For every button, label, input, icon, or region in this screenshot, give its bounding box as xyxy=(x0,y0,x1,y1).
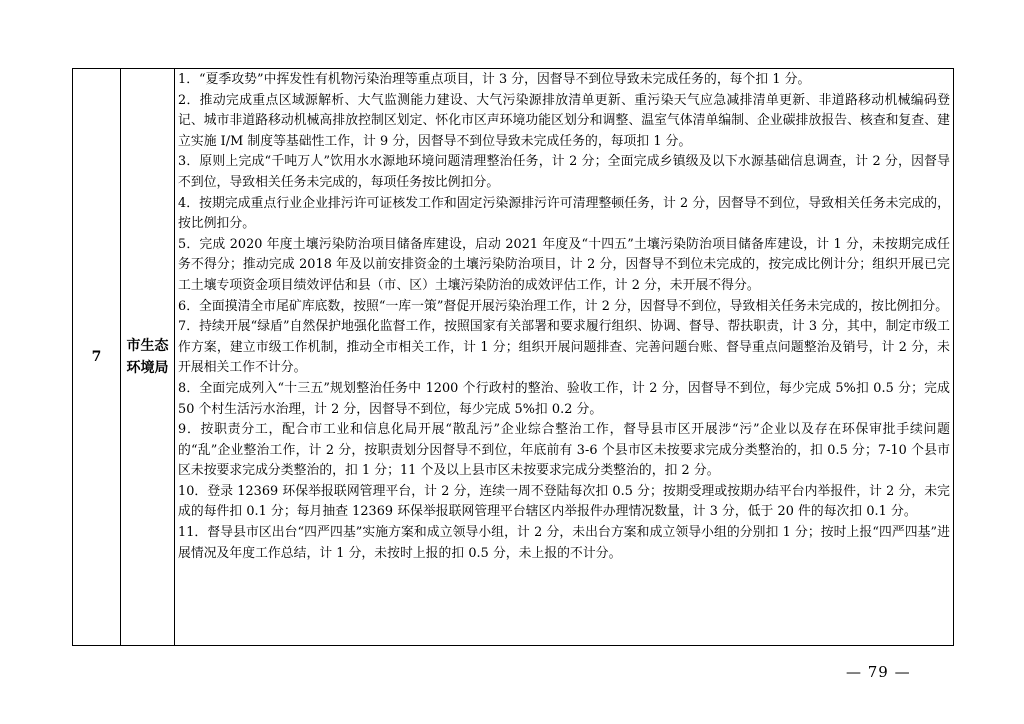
criteria-cell xyxy=(175,69,954,646)
row-number: 7 xyxy=(73,69,121,646)
criteria-item-3: 3．原则上完成“千吨万人”饮用水水源地环境问题清理整治任务，计 2 分；全面完成乡镇级及以下水源基础信息调查，计 2 分，因督导不到位，导致相关任务未完成的，每项任务按比例扣分。 xyxy=(178,154,950,190)
criteria-item-11: 11．督导县市区出台“四严四基”实施方案和成立领导小组，计 2 分，未出台方案和成立领导小组的分别扣 1 分；按时上报“四严四基”进展情况及年度工作总结，计 1 分，未按时上报的扣 0.5 分，未上报的不计分。 xyxy=(178,525,950,561)
criteria-item-10: 10．登录 12369 环保举报联网管理平台，计 2 分，连续一周不登陆每次扣 0.5 分；按期受理或按期办结平台内举报件，计 2 分，未完成的每件扣 0.1 分；每月抽查 12369 环保举报联网管理平台辖区内举报件办理情况数量，计 3 分，低于 20 件的每次扣 0.1 分。 xyxy=(178,483,950,520)
table-row xyxy=(73,69,954,646)
department-name-line-2: 环境局 xyxy=(126,360,169,376)
criteria-item-6: 6．全面摸清全市尾矿库底数，按照“一库一策”督促开展污染治理工作，计 2 分，因督导不到位，导致相关任务未完成的，按比例扣分。 xyxy=(178,298,949,314)
criteria-item-2: 2．推动完成重点区域源解析、大气监测能力建设、大气污染源排放清单更新、重污染天气应急减排清单更新、非道路移动机械编码登记、城市非道路移动机械高排放控制区划定、怀化市区声环境功能区划分和调整、温室气体清单编制、企业碳排放报告、核查和复查、建立实施 I/M 制度等基础性工作，计 9 分，因督导不到位导致未完成任务的，每项扣 1 分。 xyxy=(178,92,950,149)
department-cell xyxy=(121,69,175,646)
criteria-item-7: 7．持续开展“绿盾”自然保护地强化监督工作，按照国家有关部署和要求履行组织、协调、督导、帮扶职责，计 3 分，其中，制定市级工作方案，建立市级工作机制，推动全市相关工作，计 1 分；组织开展问题排查、完善问题台账、督导重点问题整治及销号，计 2 分，未开展相关工作不计分。 xyxy=(178,319,950,376)
criteria-item-8: 8．全面完成列入“十三五”规划整治任务中 1200 个行政村的整治、验收工作，计 2 分，因督导不到位，每少完成 5%扣 0.5 分；完成 50 个村生活污水治理，计 2 分，因督导不到位，每少完成 5%扣 0.2 分。 xyxy=(178,380,950,417)
criteria-item-4: 4．按期完成重点行业企业排污许可证核发工作和固定污染源排污许可清理整顿任务，计 2 分，因督导不到位，导致相关任务未完成的，按比例扣分。 xyxy=(178,195,950,232)
criteria-item-9: 9．按职责分工，配合市工业和信息化局开展“散乱污”企业综合整治工作，督导县市区开展涉“污”企业以及存在环保审批手续问题的“乱”企业整治工作，计 2 分，按职责划分因督导不到位，年底前有 3-6 个县市区未按要求完成分类整治的，扣 0.5 分；7-10 个县市区未按要求完成分类整治的，扣 1 分；11 个及以上县市区未按要求完成分类整治的，扣 2 分。 xyxy=(178,422,950,479)
criteria-item-1: 1．“夏季攻势”中挥发性有机物污染治理等重点项目，计 3 分，因督导不到位导致未完成任务的，每个扣 1 分。 xyxy=(178,72,811,87)
assessment-table xyxy=(72,68,954,646)
criteria-item-5: 5．完成 2020 年度土壤污染防治项目储备库建设，启动 2021 年度及“十四五”土壤污染防治项目储备库建设，计 1 分，未按期完成任务不得分；推动完成 2018 年及以前安排资金的土壤污染防治项目，计 2 分，因督导不到位未完成的，按完成比例计分；组织开展已完工土壤专项资金项目绩效评估和县（市、区）土壤污染防治的成效评估工作，计 2 分，未开展不得分。 xyxy=(178,236,950,293)
page-number: — 79 — xyxy=(846,663,911,681)
department-name-line-1: 市生态 xyxy=(126,338,169,354)
